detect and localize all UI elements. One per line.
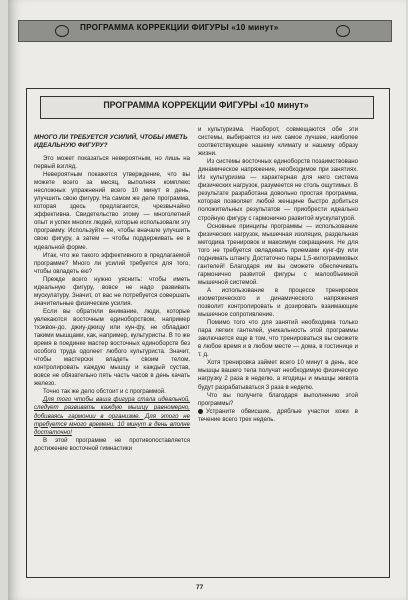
paragraph: В этой программе не противопоставляется достижение восточной гимнастики [34, 436, 190, 452]
paragraph: Для того чтобы ваша фигура стала идеальной, следует развивать каждую мышцу равномерно, добиваясь гармонии в организме. Для этого не требуется много времени. 10 минут в день вполне достаточно! [34, 396, 190, 436]
paragraph: Что вы получите благодаря выполнению этой программы? [198, 391, 358, 407]
paragraph: Основные принципы программы — использование физических нагрузок, мышечная изоляция, раздельная методика тренировок и максимум сокращения. Не для того не требуется овладевать приемами кунг-фу или поднимать штангу. Достаточно пары 1,5-килограммовых гантелей! Благодаря им вы сможете обеспечивать гармонично развитой фигуры с малообъемной мышечной системой. [198, 222, 358, 286]
paragraph: Прежде всего нужно уяснить: чтобы иметь идеальную фигуру, вовсе не надо развивать мускулатуру. Значит, от вас не потребуется совершать значительные физические усилия. [34, 275, 190, 307]
bullet-text: Устраните обвисшие, дряблые участки кожи в течение всего трех недель. [198, 407, 358, 423]
paragraph: Точно так же дело обстоит и с программой. [43, 388, 166, 396]
paragraph: Помимо того что для занятий необходима только пара легких гантелей, уникальность этой программы заключается еще в том, что тренироваться вы сможете в любое время и в любом месте — дома, в гостинице и т. д. [198, 319, 358, 359]
article-title: ПРОГРАММА КОРРЕКЦИИ ФИГУРЫ «10 минут» [103, 100, 309, 110]
paragraph: Это может показаться невероятным, но лишь на первый взгляд. [34, 155, 190, 171]
paragraph: Хотя тренировка займет всего 10 минут в день, все мышцы вашего тела получат необходимую физическую нагрузку 2 раза в неделю, а ягодицы и мышцы живота будут разрабатываться 3 раза в неделю. [198, 359, 358, 391]
paragraph: и культуризма. Наоборот, совмещаются обе эти системы, выбирается из них самое лучшее, наиболее соответствующее нашему климату и нашему образу жизни. [198, 126, 358, 158]
right-column [198, 126, 358, 424]
paragraph: Невероятным покажется утверждение, что вы можете всего за месяц, выполняя комплекс несложных упражнений всего 10 минут в день, улучшить свою фигуру. На самом же деле программа, которая здесь предлагается, чрезвычайно эффективна. Свидетельство этому — многолетний опыт и успех многих людей, которые использовали эту программу. Используйте ее, чтобы вначале улучшить свою фигуру, а затем — чтобы поддерживать ее в идеальной форме. [34, 171, 190, 251]
ornament-icon [55, 25, 69, 37]
left-column [34, 128, 190, 453]
bullet-item [198, 408, 358, 424]
paragraph: Из системы восточных единоборств позаимствовано динамическое напряжение, необходимое при занятиях. Из культуризма — характерная для него система физических нагрузок, разумеется не столь ощутимых. В результате разработана довольно простая программа, которая позволяет любой женщине быстро добиться положительных результатов — приобрести идеально стройную фигуру с гармонично развитой мускулатурой. [198, 158, 358, 222]
paragraph: Итак, что же такого эффективного в предлагаемой программе? Много ли усилий требуется для того, чтобы овладеть ею? [34, 251, 190, 275]
page-number: 77 [196, 584, 204, 591]
paragraph: А использование в процессе тренировок изометрического и динамического напряжения позволит контролировать и дозировать взаимающие мышечное сопротивление. [198, 286, 358, 319]
bullet-icon [198, 409, 203, 414]
ornament-icon [336, 25, 350, 37]
running-header-title: ПРОГРАММА КОРРЕКЦИИ ФИГУРЫ «10 минут» [80, 23, 279, 32]
section-subheading: МНОГО ЛИ ТРЕБУЕТСЯ УСИЛИЙ, ЧТОБЫ ИМЕТЬ ИДЕАЛЬНУЮ ФИГУРУ? [34, 134, 188, 149]
paragraph: Если вы обратили внимание, люди, которые увлекаются восточным единоборством, например тхэквон-до, джиу-джицу или кун-фу, не обладают такими мышцами, как, например, культуристы. В то же время в поединке мастер восточных единоборств без особого труда одолеет любого культуриста. Значит, чтобы мастерски владеть своим телом, контролировать каждую мышцу и каждый сустав, вовсе не обязательно пять часть часов в день качать железо. [34, 307, 190, 388]
